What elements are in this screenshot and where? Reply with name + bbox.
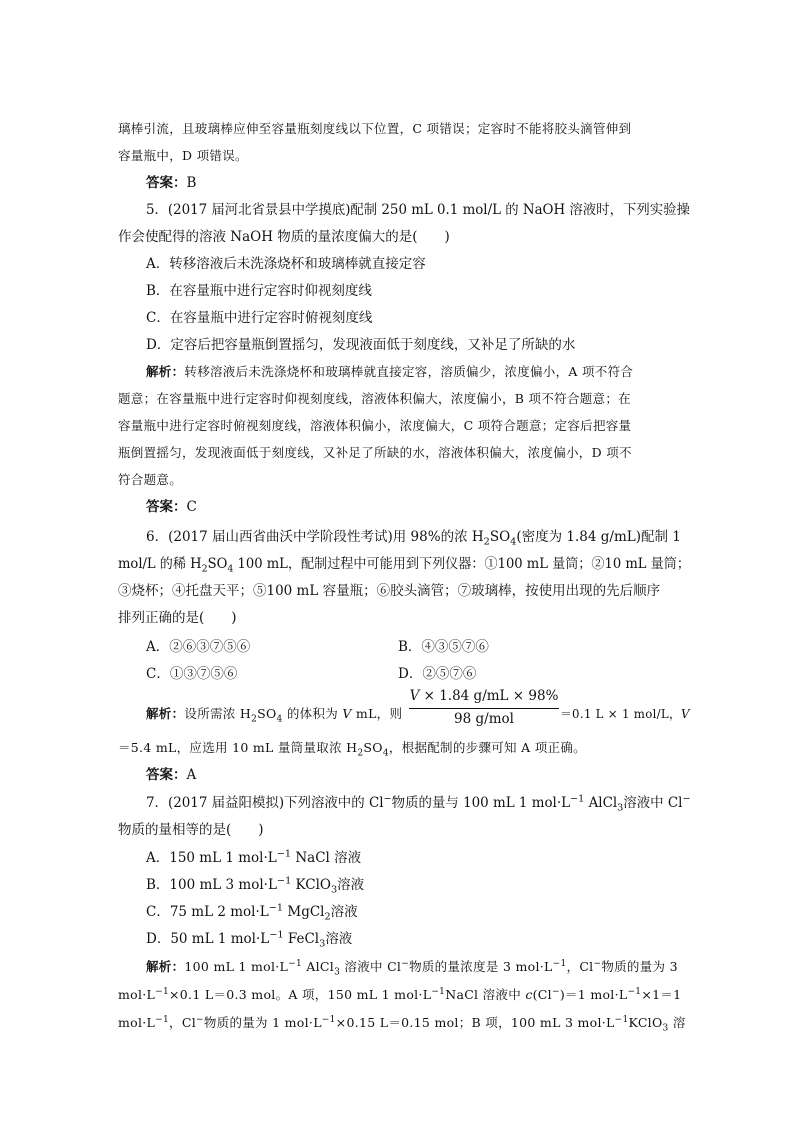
prev-answer xyxy=(146,173,196,193)
q7-option-d: D．50 mL 1 $mol\cdot L^{-1}$ FeCl$_3$溶液 xyxy=(146,929,353,950)
q5-answer xyxy=(146,497,197,517)
q7-option-b: B．100 mL 3 $mol\cdot L^{-1}$ KClO$_3$溶液 xyxy=(146,875,365,896)
q7-analysis-line-1: 解析：100 mL 1 $mol\cdot L^{-1}$ AlCl$_3$ 溶液中 Cl−物质的量浓度是 3 $mol\cdot L^{-1}$，Cl−物质的量为 3 xyxy=(146,958,678,978)
answer-value: C xyxy=(186,499,197,515)
q6-option-b: B．④③⑤⑦⑥ xyxy=(398,639,489,655)
answer-label: 答案： xyxy=(146,767,187,783)
q7-option-c: C．75 mL 2 $mol\cdot L^{-1}$ MgCl$_2$溶液 xyxy=(146,902,358,923)
q7-stem-line-1: 7．(2017 届益阳模拟)下列溶液中的 Cl−物质的量与 100 mL 1 $mol\cdot L^{-1}$ AlCl$_3$溶液中 Cl− xyxy=(146,793,691,814)
q6-answer xyxy=(146,765,196,785)
q7-stem-line-2: 物质的量相等的是( ) xyxy=(118,822,264,838)
q6-analysis-line-1-left: 解析：设所需浓 $H_2SO_4$ 的体积为 V mL，则 xyxy=(146,706,403,725)
fraction-bar xyxy=(409,708,559,709)
q5-option-b: B．在容量瓶中进行定容时仰视刻度线 xyxy=(146,283,372,299)
fraction-numerator: V × 1.84 g/mL × 98% xyxy=(409,688,559,704)
analysis-label: 解析： xyxy=(146,364,185,379)
answer-label: 答案： xyxy=(146,499,187,515)
q5-analysis-line-3: 容量瓶中进行定容时俯视刻度线，溶液体积偏小，浓度偏大，C 项符合题意；定容后把容量 xyxy=(118,418,632,433)
q6-option-a: A．②⑥③⑦⑤⑥ xyxy=(146,639,251,655)
q6-option-d: D．②⑤⑦⑥ xyxy=(398,666,477,682)
q5-analysis-line-4: 瓶倒置摇匀，发现液面低于刻度线，又补足了所缺的水，溶液体积偏大，浓度偏小，D 项不 xyxy=(118,445,632,460)
q7-analysis-line-2: $mol\cdot L^{-1}\times 0.1$ L＝0.3 mol。A 项，150 mL 1 $mol\cdot L^{-1}NaCl$ 溶液中 c(Cl−)＝1 $mol\cdot L^{-1}\times 1=1$ xyxy=(118,986,682,1002)
q5-stem-line-2: 作会使配得的溶液 NaOH 物质的量浓度偏大的是( ) xyxy=(118,229,450,245)
answer-value: B xyxy=(186,175,197,191)
q5-analysis-line-1: 解析：转移溶液后未洗涤烧杯和玻璃棒就直接定容，溶质偏少，浓度偏小，A 项不符合 xyxy=(146,364,634,379)
q5-option-d: D．定容后把容量瓶倒置摇匀，发现液面低于刻度线，又补足了所缺的水 xyxy=(146,337,576,353)
q6-stem-line-1: 6．(2017 届山西省曲沃中学阶段性考试)用 98%的浓 $H_2SO_4$(密度为 1.84 g/mL)配制 1 xyxy=(146,529,681,548)
q5-stem-line-1: 5．(2017 届河北省景县中学摸底)配制 250 mL 0.1 mol/L 的 NaOH 溶液时，下列实验操 xyxy=(146,202,690,218)
q6-stem-line-2: mol/L 的稀 $H_2SO_4$ 100 mL，配制过程中可能用到下列仪器：①100 mL 量筒；②10 mL 量筒； xyxy=(118,556,691,575)
prev-analysis-line-1: 璃棒引流，且玻璃棒应伸至容量瓶刻度线以下位置，C 项错误；定容时不能将胶头滴管伸到 xyxy=(118,121,632,136)
analysis-label: 解析： xyxy=(146,959,185,974)
q6-analysis-line-1-right: ＝0.1 L × 1 mol/L，V xyxy=(560,706,690,721)
answer-label: 答案： xyxy=(146,175,187,191)
analysis-label: 解析： xyxy=(146,706,185,721)
q6-analysis-line-2: ＝5.4 mL，应选用 10 mL 量筒量取浓 $H_2SO_4$，根据配制的步骤可知 A 项正确。 xyxy=(118,740,586,759)
q6-stem-line-3: ③烧杯；④托盘天平；⑤100 mL 容量瓶；⑥胶头滴管；⑦玻璃棒，按使用出现的先后顺序 xyxy=(118,583,661,599)
fraction-denominator: 98 g/mol xyxy=(454,711,514,727)
q6-option-c: C．①③⑦⑤⑥ xyxy=(146,666,238,682)
q6-fraction xyxy=(409,687,559,729)
prev-analysis-line-2: 容量瓶中，D 项错误。 xyxy=(118,148,248,163)
q5-option-c: C．在容量瓶中进行定容时俯视刻度线 xyxy=(146,310,373,326)
q7-option-a: A．150 mL 1 $mol\cdot L^{-1}$ NaCl 溶液 xyxy=(146,848,362,866)
q5-analysis-line-5: 符合题意。 xyxy=(118,472,183,487)
q5-analysis-line-2: 题意；在容量瓶中进行定容时仰视刻度线，溶液体积偏大，浓度偏小，B 项不符合题意；在 xyxy=(118,391,631,406)
answer-value: A xyxy=(186,767,197,783)
q6-stem-line-4: 排列正确的是( ) xyxy=(118,610,237,626)
q7-analysis-line-3: $mol\cdot L^{-1}$，Cl−物质的量为 1 $mol\cdot L^{-1}\times 0.15$ L＝0.15 mol；B 项，100 mL 3 $mol\cdot L^{-1}KClO_3$ 溶 xyxy=(118,1014,686,1034)
q5-option-a: A．转移溶液后未洗涤烧杯和玻璃棒就直接定容 xyxy=(146,256,426,272)
